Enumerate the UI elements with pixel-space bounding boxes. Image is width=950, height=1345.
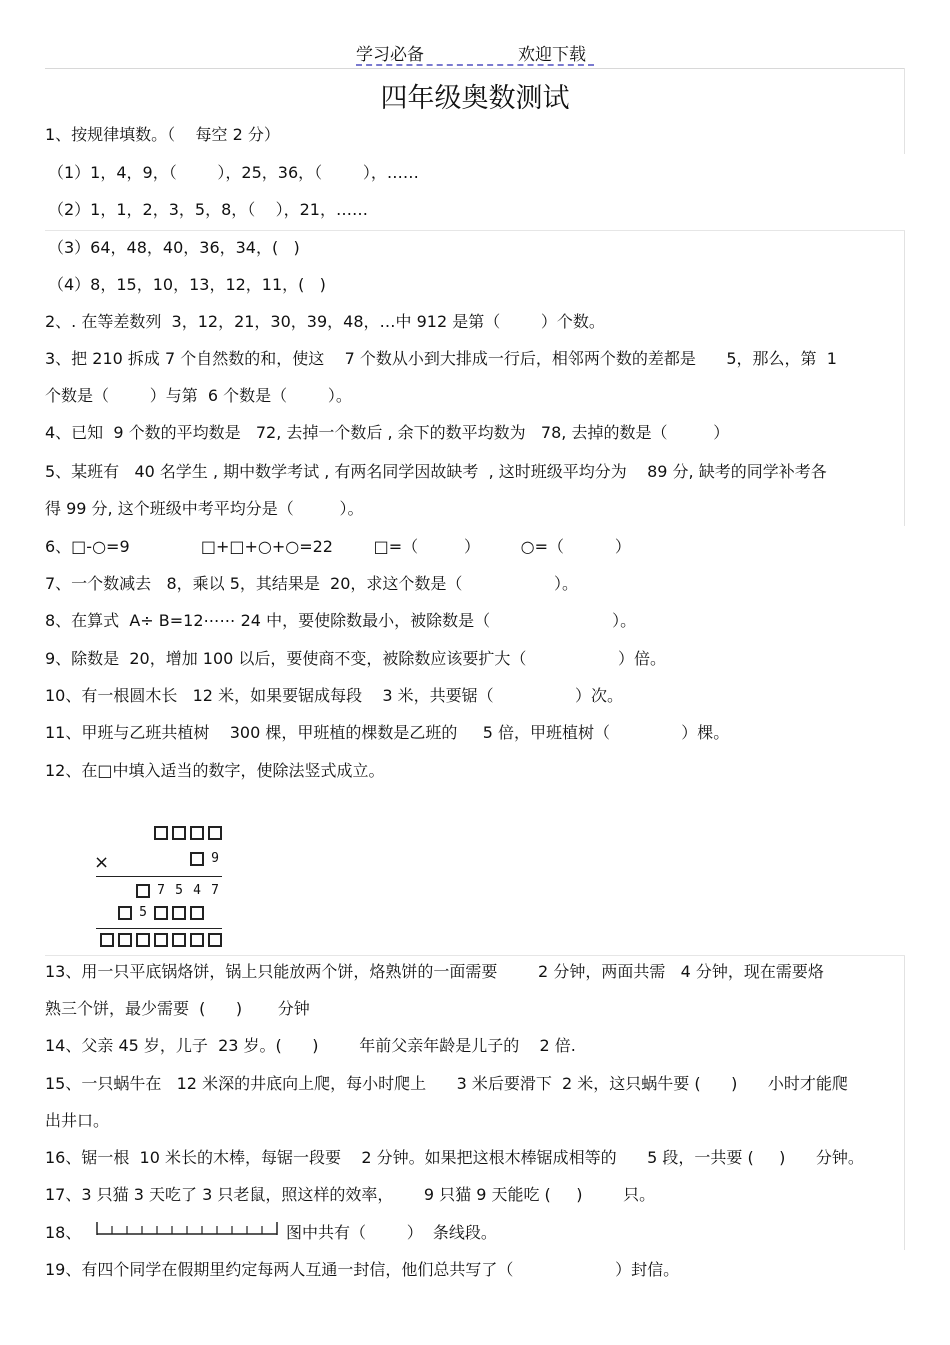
question-1-4: （4）8，15，10，13，12，11，( )	[48, 275, 326, 294]
question-3-line-2: 个数是（ ）与第 6 个数是（ ）。	[45, 386, 352, 405]
blank-box[interactable]	[136, 884, 150, 898]
question-11: 11、甲班与乙班共植树 300 棵，甲班植的棵数是乙班的 5 倍，甲班植树（ ）棵。	[45, 723, 730, 742]
question-14: 14、父亲 45 岁，儿子 23 岁。( ) 年前父亲年龄是儿子的 2 倍.	[45, 1036, 576, 1055]
blank-box[interactable]	[154, 906, 168, 920]
blank-box[interactable]	[208, 933, 222, 947]
question-6: 6、□-○=9 □+□+○+○=22 □=（ ） ○=（ ）	[45, 537, 631, 556]
frame-line	[904, 955, 905, 1250]
blank-box[interactable]	[190, 933, 204, 947]
question-5-line-2: 得 99 分, 这个班级中考平均分是（ ）。	[45, 499, 364, 518]
question-2: 2、. 在等差数列 3，12，21，30，39，48，…中 912 是第（ ）个数。	[45, 312, 605, 331]
question-18-text: 图中共有（ ） 条线段。	[286, 1223, 497, 1242]
blank-box[interactable]	[172, 826, 186, 840]
puzzle-digit: 7	[211, 883, 219, 898]
blank-box[interactable]	[136, 933, 150, 947]
header-left-text: 学习必备	[356, 45, 424, 65]
header-rule	[45, 68, 905, 69]
question-13-line-1: 13、用一只平底锅烙饼，锅上只能放两个饼，烙熟饼的一面需要 2 分钟，两面共需 4 分钟，现在需要烙	[45, 962, 824, 981]
blank-box[interactable]	[190, 906, 204, 920]
blank-box[interactable]	[190, 826, 204, 840]
question-15-line-2: 出井口。	[45, 1111, 110, 1130]
question-13-line-2: 熟三个饼，最少需要 ( ) 分钟	[45, 999, 310, 1018]
puzzle-digit: 5	[175, 883, 183, 898]
frame-line	[45, 230, 905, 231]
question-9: 9、除数是 20，增加 100 以后，要使商不变，被除数应该要扩大（ ）倍。	[45, 649, 666, 668]
question-10: 10、有一根圆木长 12 米，如果要锯成每段 3 米，共要锯（ ）次。	[45, 686, 624, 705]
question-16: 16、锯一根 10 米长的木棒，每锯一段要 2 分钟。如果把这根木棒锯成相等的 5 段，一共要 ( ) 分钟。	[45, 1148, 864, 1167]
puzzle-bar	[96, 876, 222, 877]
question-1-1: （1）1，4，9，（ ），25，36，（ ），……	[48, 163, 419, 182]
question-1-2: （2）1，1，2，3，5，8，（ ），21，……	[48, 200, 368, 219]
blank-box[interactable]	[172, 933, 186, 947]
puzzle-row-multiplicand	[154, 826, 222, 840]
blank-box[interactable]	[172, 906, 186, 920]
puzzle-digit: 9	[211, 851, 219, 866]
blank-box[interactable]	[190, 852, 204, 866]
puzzle-digit: 7	[157, 883, 165, 898]
puzzle-row-partial-2	[118, 906, 204, 920]
question-1: 1、按规律填数。（ 每空 2 分）	[45, 125, 280, 144]
page-title: 四年级奥数测试	[380, 83, 570, 114]
question-5-line-1: 5、某班有 40 名学生 , 期中数学考试 , 有两名同学因故缺考 , 这时班级平均分为 89 分, 缺考的同学补考各	[45, 462, 827, 481]
frame-line	[45, 955, 905, 956]
blank-box[interactable]	[154, 826, 168, 840]
blank-box[interactable]	[118, 906, 132, 920]
question-8: 8、在算式 A÷ B=12⋯⋯ 24 中，要使除数最小，被除数是（ ）。	[45, 611, 637, 630]
puzzle-digit: 4	[193, 883, 201, 898]
header-dashed-underline	[356, 64, 594, 66]
blank-box[interactable]	[154, 933, 168, 947]
puzzle-row-product	[100, 933, 222, 947]
blank-box[interactable]	[208, 826, 222, 840]
page-header	[0, 40, 950, 68]
multiply-sign: ×	[94, 852, 110, 873]
question-17: 17、3 只猫 3 天吃了 3 只老鼠，照这样的效率， 9 只猫 9 天能吃 ( ) 只。	[45, 1185, 656, 1204]
question-19: 19、有四个同学在假期里约定每两人互通一封信，他们总共写了（ ）封信。	[45, 1260, 680, 1279]
puzzle-row-multiplier	[190, 852, 222, 866]
question-18-number: 18、	[45, 1223, 82, 1242]
blank-box[interactable]	[118, 933, 132, 947]
puzzle-bar	[96, 928, 222, 929]
puzzle-digit: 5	[139, 905, 147, 920]
line-segment-figure	[96, 1222, 278, 1236]
question-3-line-1: 3、把 210 拆成 7 个自然数的和，使这 7 个数从小到大排成一行后，相邻两个数的差都是 5，那么，第 1	[45, 349, 837, 368]
frame-line	[904, 230, 905, 526]
question-15-line-1: 15、一只蜗牛在 12 米深的井底向上爬，每小时爬上 3 米后要滑下 2 米，这只蜗牛要 ( ) 小时才能爬	[45, 1074, 848, 1093]
question-1-3: （3）64，48，40，36，34，( )	[48, 238, 300, 257]
multiplication-puzzle	[90, 824, 230, 952]
puzzle-row-partial-1	[136, 884, 222, 898]
question-7: 7、一个数减去 8，乘以 5，其结果是 20，求这个数是（ ）。	[45, 574, 578, 593]
question-4: 4、已知 9 个数的平均数是 72, 去掉一个数后 , 余下的数平均数为 78, 去掉的数是（ ）	[45, 423, 730, 442]
blank-box[interactable]	[100, 933, 114, 947]
question-12: 12、在□中填入适当的数字，使除法竖式成立。	[45, 761, 385, 780]
header-right-text: 欢迎下载	[518, 45, 586, 65]
